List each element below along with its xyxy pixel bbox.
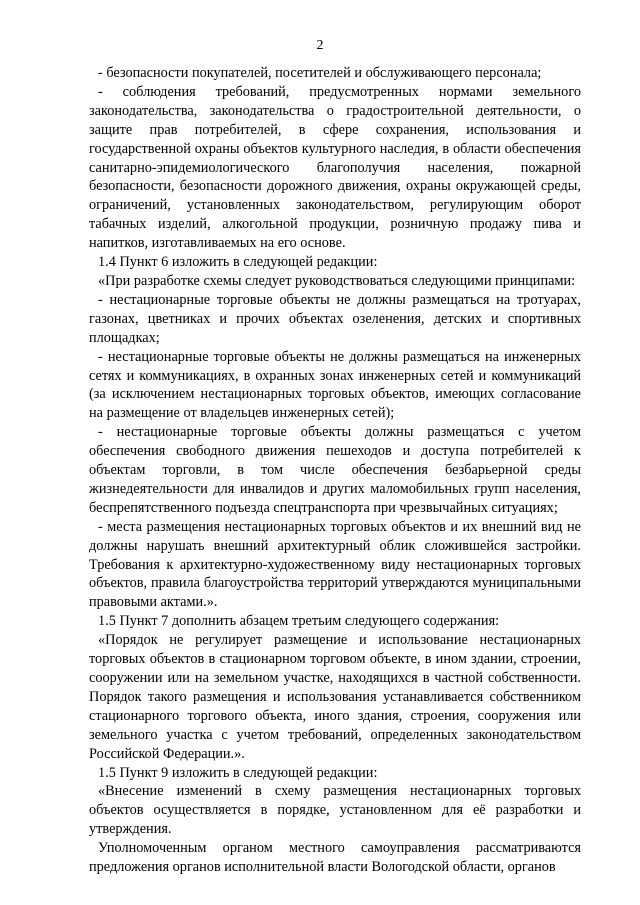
document-body [89, 64, 581, 877]
paragraph-item-1-5-point-9: 1.5 Пункт 9 изложить в следующей редакции: [98, 764, 378, 781]
paragraph-principle-sidewalks: - нестационарные торговые объекты не должны размещаться на тротуарах, газонах, цветниках и прочих объектах озеленения, детских и спортивных площадках; [89, 291, 581, 346]
paragraph-principles: «При разработке схемы следует руководствоваться следующими принципами: [98, 272, 576, 289]
paragraph-principle-networks: - нестационарные торговые объекты не должны размещаться на инженерных сетях и коммуникациях, в охранных зонах инженерных сетей и коммуникаций (за исключением нестационарных торговых объектов, имеющих согласование на размещение от владельцев инженерных сетей); [89, 348, 581, 422]
paragraph-compliance: - соблюдения требований, предусмотренных нормами земельного законодательства, законодательства о градостроительной деятельности, о защите прав потребителей, в сфере сохранения, использования и государственной охраны объектов культурного наследия, в области обеспечения санитарно-эпидемиологического благополучия населения, пожарной безопасности, безопасности дорожного движения, охраны окружающей среды, ограничений, установленных законодательством, регулирующим оборот табачных изделий, алкогольной продукции, розничную продажу пива и напитков, изготавливаемых на его основе. [89, 83, 581, 252]
paragraph-order-scope: «Порядок не регулирует размещение и использование нестационарных торговых объектов в стационарном торговом объекте, в ином здании, строении, сооружении или на земельном участке, находящихся в частной собственности. Порядок такого размещения и использования устанавливается собственником стационарного торгового объекта, иного здания, строения, сооружения или земельного участка с учетом требований, определенных законодательством Российской Федерации.». [89, 632, 581, 762]
paragraph-item-1-4: 1.4 Пункт 6 изложить в следующей редакции: [98, 254, 378, 271]
paragraph-changes: «Внесение изменений в схему размещения нестационарных торговых объектов осуществляется в порядке, установленном для её разработки и утверждения. [89, 783, 581, 838]
paragraph-principle-appearance: - места размещения нестационарных торговых объектов и их внешний вид не должны нарушать внешний архитектурный облик сложившейся застройки. Требования к архитектурно-художественному виду нестационарных торговых объектов, правила благоустройства территорий утверждаются муниципальными правовыми актами.». [89, 518, 581, 611]
paragraph-item-1-5-point-7: 1.5 Пункт 7 дополнить абзацем третьим следующего содержания: [98, 613, 500, 630]
page-number: 2 [316, 38, 324, 53]
paragraph-buyers-safety: - безопасности покупателей, посетителей и обслуживающего персонала; [98, 65, 542, 81]
paragraph-principle-pedestrians: - нестационарные торговые объекты должны размещаться с учетом обеспечения свободного движения пешеходов и доступа потребителей к объектам торговли, в том числе обеспечения безбарьерной среды жизнедеятельности для инвалидов и других маломобильных групп населения, беспрепятственного подъезда спецтранспорта при чрезвычайных ситуациях; [89, 424, 581, 516]
paragraph-authorized-body: Уполномоченным органом местного самоуправления рассматриваются предложения органов исполнительной власти Вологодской области, органов [89, 840, 581, 876]
